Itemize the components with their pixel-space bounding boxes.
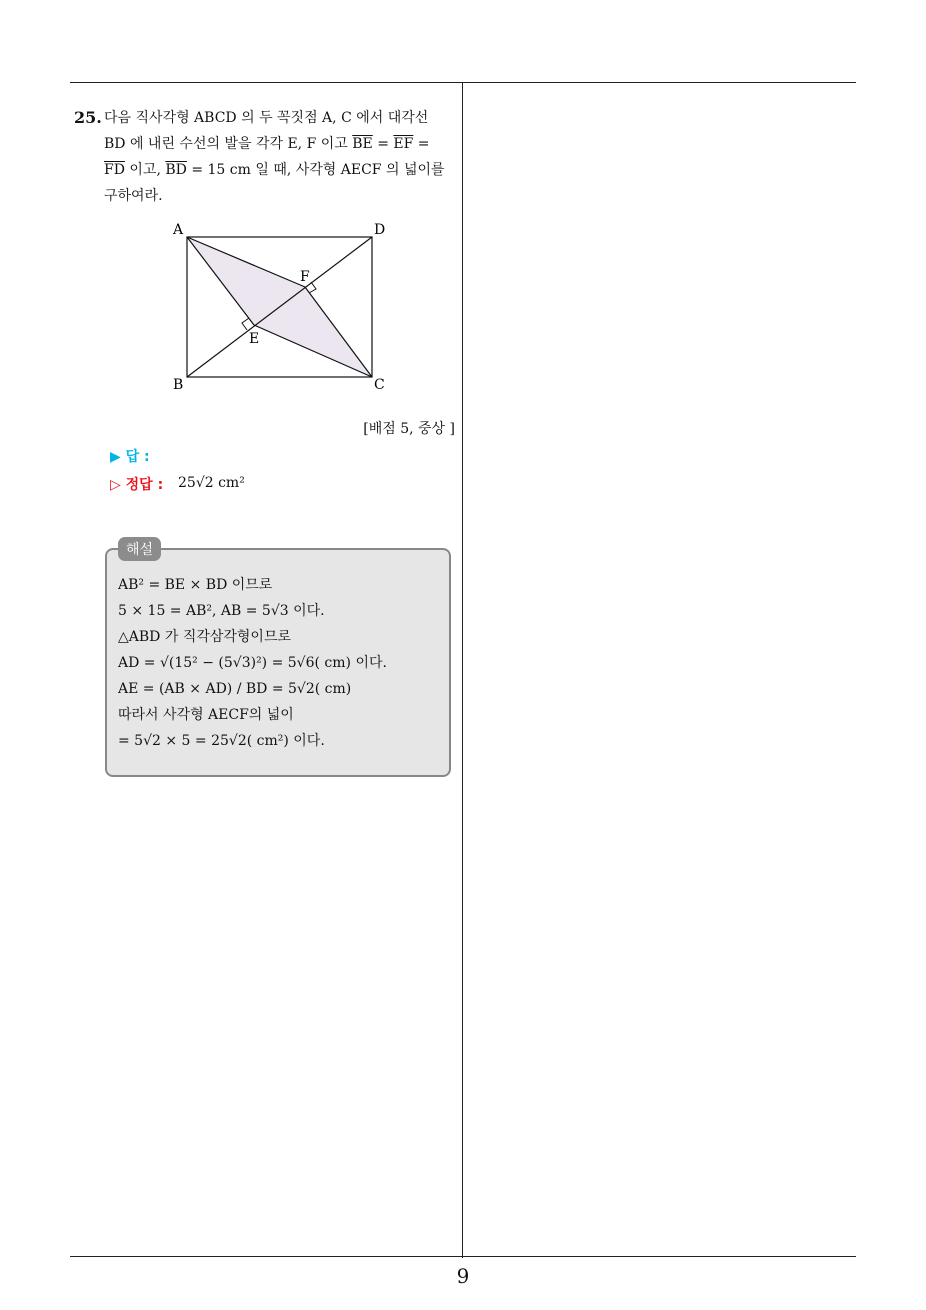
bottom-rule — [70, 1256, 856, 1257]
answer-label: ▶ 답 : — [110, 449, 150, 465]
segment-be: $\overline{BE}$ — [352, 136, 373, 152]
explanation-line: = 5√2 × 5 = 25√2( cm²) 이다. — [118, 733, 325, 749]
question-line-4: 구하여라. — [104, 188, 163, 204]
label-c: C — [374, 377, 385, 393]
top-rule — [70, 82, 856, 83]
equals-2: = — [417, 136, 430, 152]
explanation-line: 따라서 사각형 AECF의 넓이 — [118, 707, 294, 723]
label-d: D — [374, 222, 386, 238]
column-divider — [462, 82, 463, 1258]
explanation-line: AD = √(15² − (5√3)²) = 5√6( cm) 이다. — [118, 655, 387, 671]
question-line-3-rest: = 15 cm 일 때, 사각형 AECF 의 넓이를 — [191, 162, 445, 178]
label-b: B — [173, 377, 184, 393]
correct-answer-label: ▷ 정답 : — [110, 477, 164, 493]
equals-1: = — [377, 136, 389, 152]
question-line-3-text: 이고, — [129, 162, 161, 178]
explanation-tag: 해설 — [118, 537, 161, 561]
question-line-2 — [104, 131, 458, 157]
score-note: [배점 5, 중상 ] — [363, 421, 455, 437]
explanation-text — [118, 572, 448, 754]
label-f: F — [300, 269, 310, 285]
segment-bd: $\overline{BD}$ — [165, 162, 187, 178]
label-a: A — [173, 222, 184, 238]
explanation-line: AE = (AB × AD) / BD = 5√2( cm) — [118, 681, 352, 697]
right-angle-mark-e — [242, 318, 249, 330]
question-block — [74, 105, 458, 209]
correct-answer-value: 25√2 cm² — [178, 475, 245, 491]
question-number: 25. — [74, 108, 102, 127]
explanation-line: AB² = BE × BD 이므로 — [118, 577, 273, 593]
question-line-1: 다음 직사각형 ABCD 의 두 꼭짓점 A, C 에서 대각선 — [104, 110, 429, 126]
explanation-line: 5 × 15 = AB², AB = 5√3 이다. — [118, 603, 325, 619]
question-line-2-text: BD 에 내린 수선의 발을 각각 E, F 이고 — [104, 136, 348, 152]
explanation-line: △ABD 가 직각삼각형이므로 — [118, 629, 292, 645]
segment-ef: $\overline{EF}$ — [393, 136, 414, 152]
label-e: E — [249, 331, 260, 347]
page-number: 9 — [456, 1264, 470, 1288]
question-text — [104, 105, 458, 209]
rectangle-figure — [165, 218, 405, 398]
question-line-3 — [104, 157, 458, 183]
segment-fd: $\overline{FD}$ — [104, 162, 125, 178]
